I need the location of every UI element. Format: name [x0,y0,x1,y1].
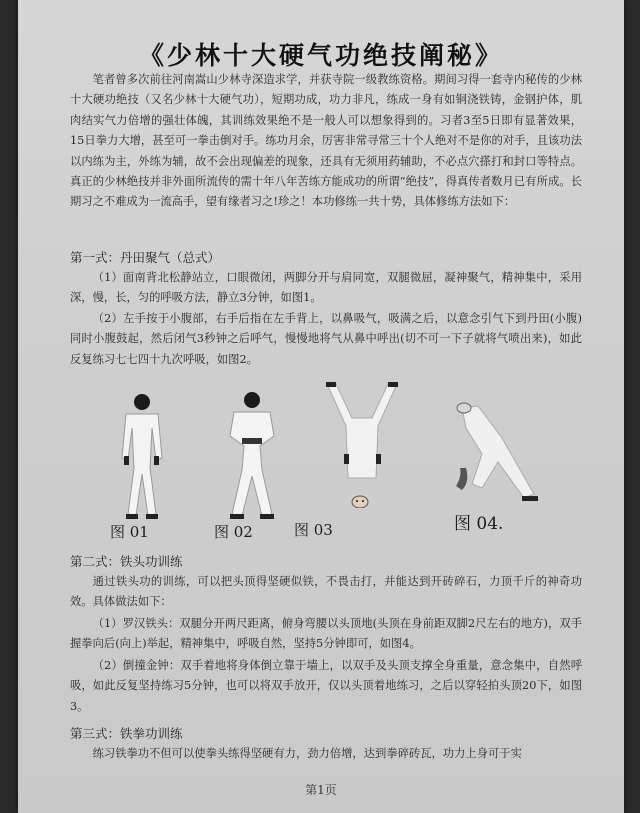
figure-04-caption: 图 04. [454,514,504,534]
figure-02-caption: 图 02 [214,523,253,541]
figure-02-photo [212,386,292,526]
figure-03-caption: 图 03 [294,521,333,539]
section2-heading: 第二式：铁头功训练 [70,554,183,569]
document-page [18,0,624,813]
figure-03-photo [322,378,402,508]
figure-01-photo [106,388,176,526]
section2-paragraph-2: （2）倒撞金钟：双手着地将身体倒立靠于墙上，以双手及头顶支撑全身重量，意念集中，自然呼吸，如此反复坚持练习5分钟，也可以将双手放开，仅以头顶着地练习，之后以穿轻拍头顶20下，如图3。 [70,659,582,713]
page-number: 第1页 [305,783,337,797]
section2-paragraph-intro: 通过铁头功的训练，可以把头顶得坚硬似铁，不畏击打，并能达到开砖碎石，力顶千斤的神奇功效。具体做法如下： [70,575,582,609]
figure-04-photo [442,398,552,518]
section1-paragraph-2: （2）左手按于小腹部，右手后指在左手背上，以鼻吸气，吸满之后，以意念引气下到丹田(小腹)同时小腹鼓起，然后闭气3秒钟之后呼气，慢慢地将气从鼻中呼出(切不可一下子就将气喷出来)，如此反复练习七七四十九次呼吸，如图2。 [70,312,582,366]
section1-paragraph-1: （1）面南背北松静站立，口眼微闭，两脚分开与肩同宽，双腿微屈，凝神聚气，精神集中，采用深，慢，长，匀的呼吸方法，静立3分钟，如图1。 [70,271,582,305]
intro-paragraph: 笔者曾多次前往河南嵩山少林寺深造求学，并获寺院一级教练资格。期间习得一套寺内秘传的少林十大硬功绝技（又名少林十大硬气功），短期功成，功力非凡，练成一身有如铜浇铁铸，金钢护体，肌肉结实气力倍增的强壮体魄，其训练效果绝不是一般人可以想象得到的。习者3至5日即有显著效果，15日拳力大增，甚至可一拳击倒对手。练功月余，厉害非常寻常三十个人绝对不是你的对手，且该功法以内练为主，外练为辅，故不会出现偏差的现象，还具有无须用药辅助，不必点穴搽打和封口等特点。真正的少林绝技并非外面所流传的需十年八年苦练方能成功的所谓“绝技”，得真传者数月已有所成。长期习之不难成为一流高手，望有缘者习之!珍之！本功修练一共十势，具体修练方法如下： [70,73,582,209]
section3-paragraph-intro: 练习铁拳功不但可以使拳头练得坚硬有力，劲力倍增，达到拳碎砖瓦，功力上身可于实 [92,747,522,760]
section3-heading: 第三式：铁拳功训练 [70,726,183,741]
document-title: 《少林十大硬气功绝技阐秘》 [138,41,503,70]
figure-01-caption: 图 01 [110,523,149,541]
section2-paragraph-1: （1）罗汉铁头：双腿分开两尺距离，俯身弯腰以头顶地(头顶在身前距双脚2尺左右的地方)，双手握拳向后(向上)举起，精神集中，呼吸自然，坚持5分钟即可，如图4。 [70,617,582,651]
section1-heading: 第一式：丹田聚气（总式） [70,250,221,265]
